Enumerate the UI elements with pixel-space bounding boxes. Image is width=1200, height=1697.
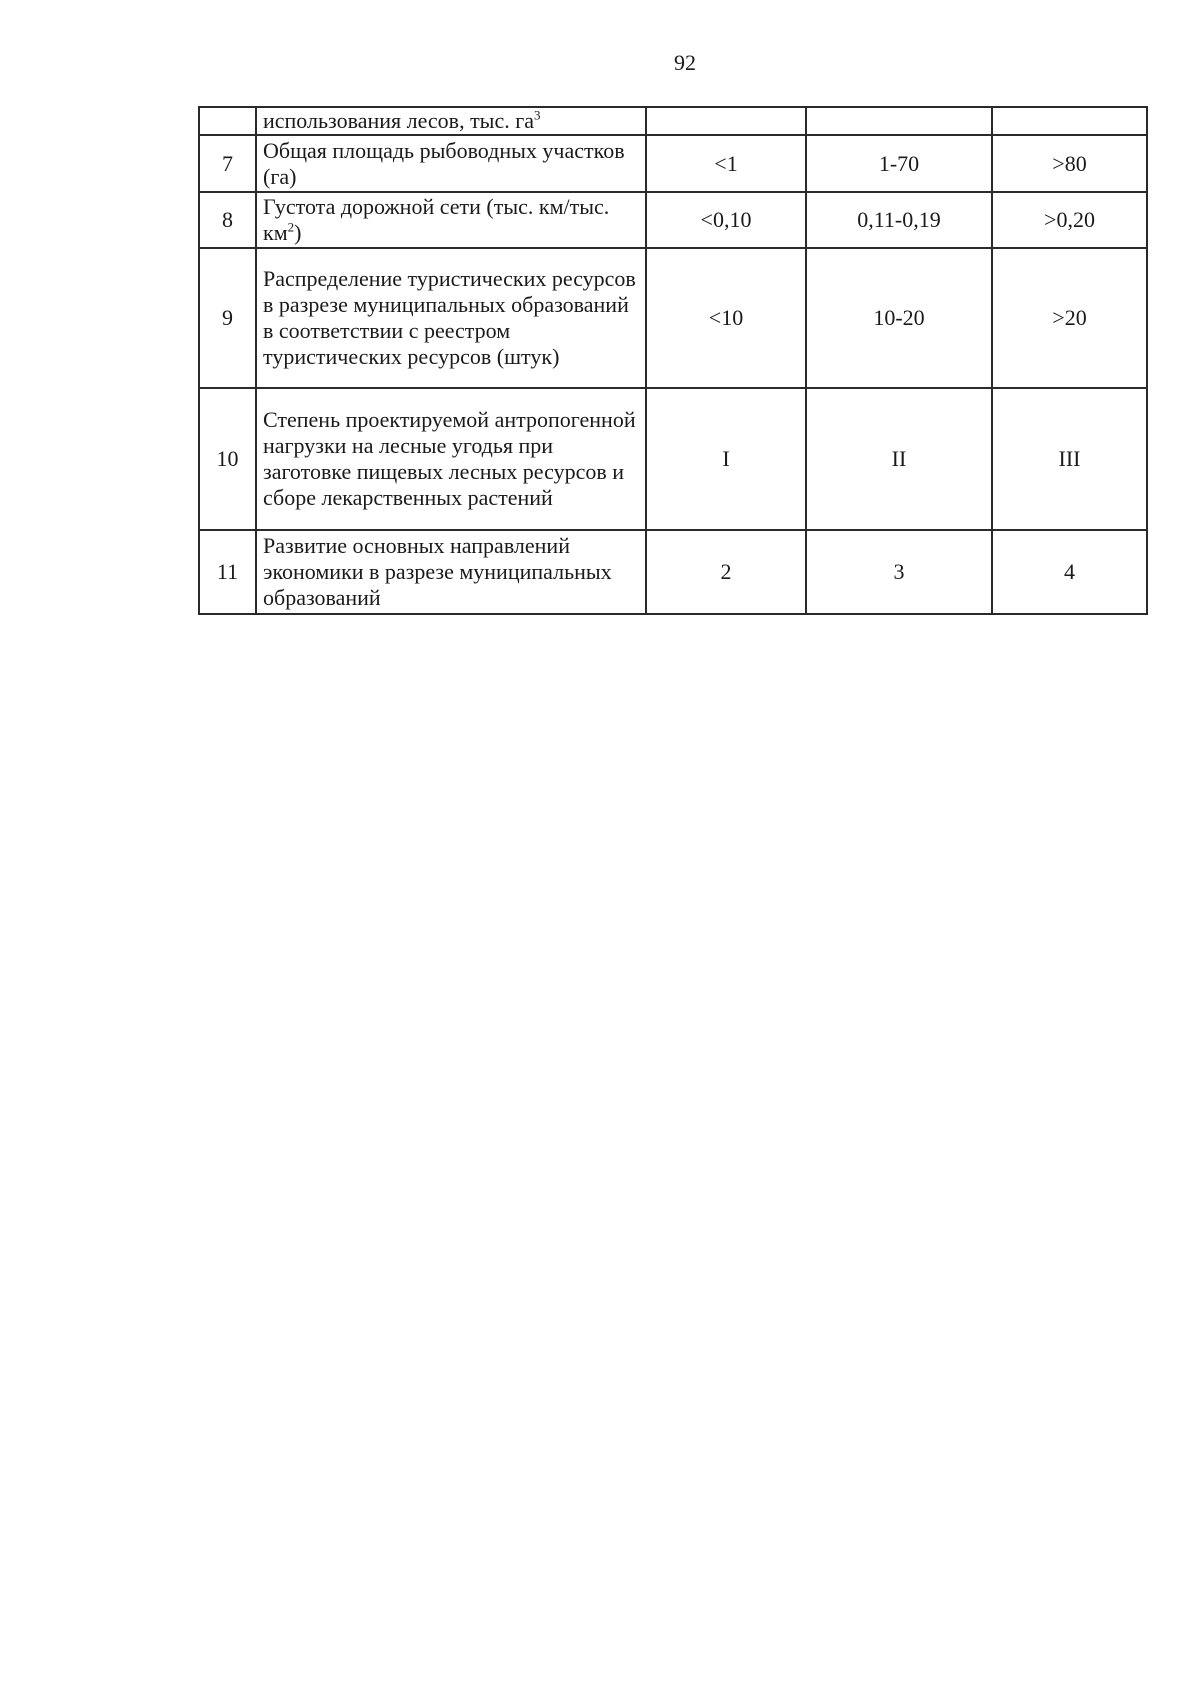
value-high: >20 bbox=[992, 248, 1147, 388]
value-mid: II bbox=[806, 388, 992, 530]
value-mid: 10-20 bbox=[806, 248, 992, 388]
table-row bbox=[199, 107, 1147, 135]
row-number: 9 bbox=[199, 248, 256, 388]
value-high: 4 bbox=[992, 530, 1147, 614]
superscript: 2 bbox=[287, 219, 295, 235]
row-description: Степень проектируемой антропогенной нагрузки на лесные угодья при заготовке пищевых лесных ресурсов и сборе лекарственных растений bbox=[256, 388, 646, 530]
table-row bbox=[199, 248, 1147, 388]
value-mid: 0,11-0,19 bbox=[806, 192, 992, 248]
value-high: >80 bbox=[992, 135, 1147, 192]
page-number: 92 bbox=[674, 50, 696, 75]
row-description: использования лесов, тыс. $га^3$ bbox=[256, 107, 646, 135]
row-number bbox=[199, 107, 256, 135]
table-row bbox=[199, 530, 1147, 614]
value-high: >0,20 bbox=[992, 192, 1147, 248]
table-row bbox=[199, 388, 1147, 530]
row-description: Развитие основных направлений экономики в разрезе муниципальных образований bbox=[256, 530, 646, 614]
value-low: <10 bbox=[646, 248, 806, 388]
value-high bbox=[992, 107, 1147, 135]
value-low: I bbox=[646, 388, 806, 530]
row-number: 7 bbox=[199, 135, 256, 192]
row-number: 10 bbox=[199, 388, 256, 530]
value-mid: 1-70 bbox=[806, 135, 992, 192]
value-mid: 3 bbox=[806, 530, 992, 614]
value-high: III bbox=[992, 388, 1147, 530]
criteria-table bbox=[198, 106, 1148, 615]
row-number: 8 bbox=[199, 192, 256, 248]
value-low: <0,10 bbox=[646, 192, 806, 248]
row-description: Распределение туристических ресурсов в разрезе муниципальных образований в соответствии с реестром туристических ресурсов (штук) bbox=[256, 248, 646, 388]
table-row bbox=[199, 192, 1147, 248]
table-row bbox=[199, 135, 1147, 192]
superscript: 3 bbox=[534, 107, 541, 123]
value-low: 2 bbox=[646, 530, 806, 614]
row-number: 11 bbox=[199, 530, 256, 614]
value-mid bbox=[806, 107, 992, 135]
value-low: <1 bbox=[646, 135, 806, 192]
row-description: Густота дорожной сети (тыс. км/тыс. $км^2$) bbox=[256, 192, 646, 248]
row-description: Общая площадь рыбоводных участков (га) bbox=[256, 135, 646, 192]
value-low bbox=[646, 107, 806, 135]
